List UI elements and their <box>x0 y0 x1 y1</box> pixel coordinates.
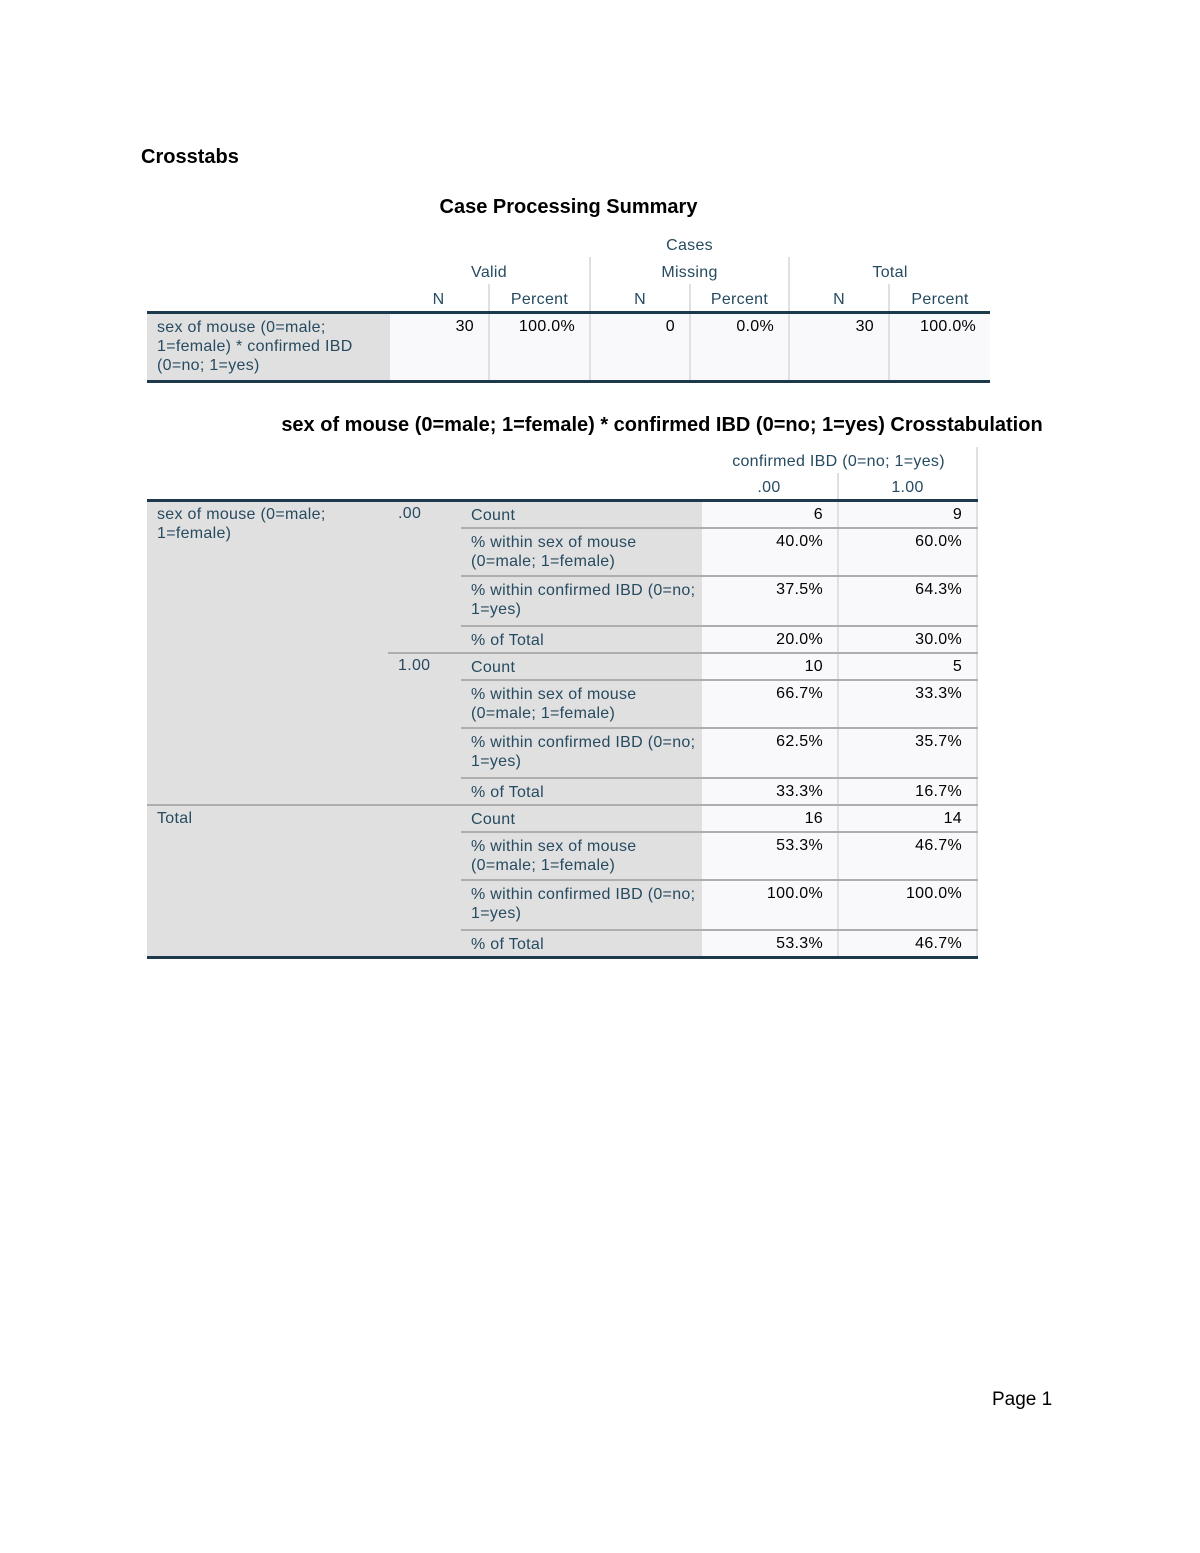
cell-value: 16 <box>701 805 838 832</box>
section-heading: Crosstabs <box>141 146 239 168</box>
cell-value: 35.7% <box>838 728 977 778</box>
cell-value: 5 <box>838 653 977 680</box>
cell-value: 46.7% <box>838 930 977 958</box>
statistic-label: Count <box>461 501 701 529</box>
statistic-label: % within sex of mouse (0=male; 1=female) <box>461 832 701 880</box>
row-category-label: 1.00 <box>388 653 461 805</box>
cell-value: 53.3% <box>701 832 838 880</box>
cell-value: 20.0% <box>701 626 838 653</box>
statistic-label: % of Total <box>461 626 701 653</box>
cell-value: 40.0% <box>701 528 838 576</box>
case-row-label: sex of mouse (0=male; 1=female) * confirmed IBD (0=no; 1=yes) <box>147 313 389 382</box>
statistic-label: % within sex of mouse (0=male; 1=female) <box>461 528 701 576</box>
valid-n: 30 <box>389 313 489 382</box>
col-percent: Percent <box>690 284 789 313</box>
cell-value: 30.0% <box>838 626 977 653</box>
row-category-label: .00 <box>388 501 461 654</box>
col-n: N <box>432 291 445 308</box>
table-row <box>147 501 977 529</box>
cell-value: 53.3% <box>701 930 838 958</box>
row-variable-label: sex of mouse (0=male; 1=female) <box>147 501 388 806</box>
missing-header: Missing <box>590 257 789 284</box>
col-n: N <box>590 284 690 313</box>
total-n: 30 <box>789 313 889 382</box>
cell-value: 100.0% <box>701 880 838 930</box>
cell-value: 37.5% <box>701 576 838 626</box>
cell-value: 66.7% <box>701 680 838 728</box>
cell-value: 6 <box>701 501 838 529</box>
col-percent: Percent <box>489 284 590 313</box>
col-percent: Percent <box>889 284 990 313</box>
cell-value: 100.0% <box>838 880 977 930</box>
page-number: Page 1 <box>992 1389 1053 1410</box>
cell-value: 16.7% <box>838 778 977 805</box>
missing-percent: 0.0% <box>690 313 789 382</box>
statistic-label: % within sex of mouse (0=male; 1=female) <box>461 680 701 728</box>
statistic-label: % of Total <box>461 778 701 805</box>
col-variable-header: confirmed IBD (0=no; 1=yes) <box>701 447 977 473</box>
valid-percent: 100.0% <box>489 313 590 382</box>
missing-n: 0 <box>590 313 690 382</box>
statistic-label: Count <box>461 653 701 680</box>
statistic-label: % within confirmed IBD (0=no; 1=yes) <box>461 728 701 778</box>
cell-value: 14 <box>838 805 977 832</box>
col-category-0: .00 <box>701 473 838 501</box>
statistic-label: Count <box>461 805 701 832</box>
total-percent: 100.0% <box>889 313 990 382</box>
statistic-label: % of Total <box>461 930 701 958</box>
crosstab-table <box>147 447 978 959</box>
statistic-label: % within confirmed IBD (0=no; 1=yes) <box>461 576 701 626</box>
cell-value: 46.7% <box>838 832 977 880</box>
statistic-label: % within confirmed IBD (0=no; 1=yes) <box>461 880 701 930</box>
case-summary-title: Case Processing Summary <box>439 196 698 218</box>
cases-header: Cases <box>666 237 713 254</box>
crosstab-title: sex of mouse (0=male; 1=female) * confirmed IBD (0=no; 1=yes) Crosstabulation <box>281 414 1043 436</box>
table-row <box>147 805 977 832</box>
cell-value: 9 <box>838 501 977 529</box>
cell-value: 33.3% <box>838 680 977 728</box>
cell-value: 64.3% <box>838 576 977 626</box>
cell-value: 33.3% <box>701 778 838 805</box>
col-n: N <box>789 284 889 313</box>
cell-value: 10 <box>701 653 838 680</box>
total-header: Total <box>789 257 990 284</box>
valid-header: Valid <box>471 264 507 281</box>
cell-value: 62.5% <box>701 728 838 778</box>
cell-value: 60.0% <box>838 528 977 576</box>
col-category-1: 1.00 <box>838 473 977 501</box>
case-summary-table <box>147 230 990 383</box>
total-row-label: Total <box>147 805 461 958</box>
